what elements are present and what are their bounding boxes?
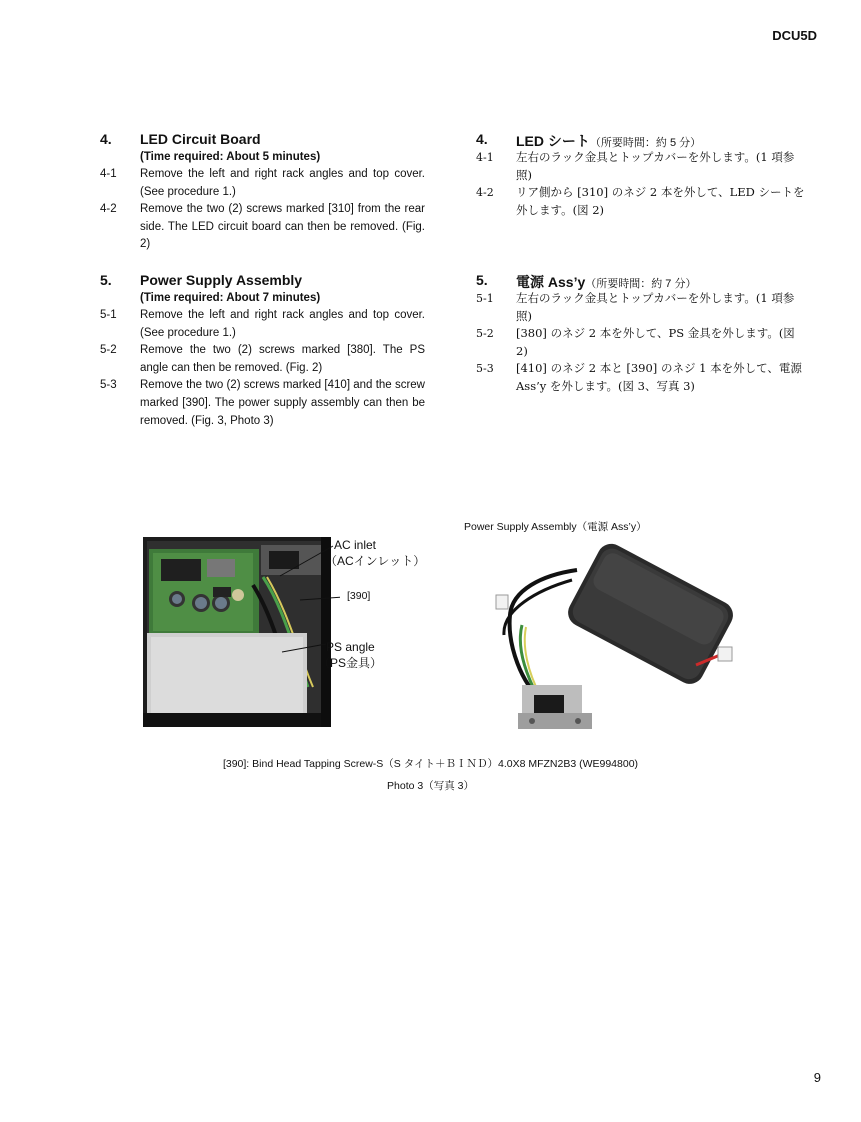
section-number: 4. (476, 131, 488, 147)
step-number: 5-3 (100, 379, 117, 392)
step-number: 5-2 (100, 344, 117, 357)
step-number: 5-1 (476, 292, 494, 305)
section-title (516, 272, 696, 292)
time-note: （所要時間：約 5 分） (589, 137, 702, 149)
callout-ac-inlet: AC inlet (334, 538, 377, 552)
step-number: 4-1 (476, 151, 494, 164)
time-required: (Time required: About 5 minutes) (140, 151, 321, 163)
step-number: 4-2 (100, 203, 117, 216)
photo-power-supply (482, 535, 744, 743)
step-text: Remove the left and right rack angles and top cover. (See procedure 1.) (140, 168, 425, 198)
japanese-column (476, 131, 806, 219)
leader-390 (300, 597, 340, 600)
english-column-2 (100, 272, 425, 430)
section-5-jp (476, 272, 806, 396)
step-item (476, 360, 806, 395)
section-title-text: LED シート (516, 133, 590, 149)
step-text: [410] のネジ 2 本と [390] のネジ 1 本を外して、電源 Ass’y を外します。(図 3、写真 3) (516, 361, 802, 393)
screw-spec-note: [390]: Bind Head Tapping Screw-S（S タイト＋ＢＩＮＤ）4.0X8 MFZN2B3 (WE994800) (222, 758, 639, 770)
section-5-en (100, 272, 425, 430)
step-item (100, 201, 425, 254)
section-number: 4. (100, 131, 112, 147)
step-text: Remove the two (2) screws marked [380]. The PS angle can then be removed. (Fig. 2) (140, 344, 425, 374)
step-number: 5-2 (476, 327, 494, 341)
step-item (100, 377, 425, 430)
model-code: DCU5D (772, 28, 817, 43)
right-photo-caption: Power Supply Assembly（電源 Ass’y） (464, 521, 647, 533)
section-title: Power Supply Assembly (140, 272, 303, 288)
step-item (100, 342, 425, 377)
leader-ps-angle (282, 644, 326, 652)
power-supply-image (482, 535, 744, 743)
callout-ps-angle-jp: （PS金具） (318, 656, 383, 670)
section-4-jp (476, 131, 806, 219)
step-text: 左右のラック金具とトップカバーを外します。(1 項参照) (516, 150, 795, 182)
callout-ac-inlet-jp: （ACインレット） (325, 554, 426, 568)
english-column (100, 131, 425, 254)
step-text: Remove the two (2) screws marked [310] from the rear side. The LED circuit board can then be removed. (Fig. 2) (140, 203, 425, 251)
step-text: 左右のラック金具とトップカバーを外します。(1 項参照) (516, 291, 795, 323)
step-item (100, 166, 425, 201)
page-number: 9 (813, 1070, 821, 1085)
step-number: 4-2 (476, 186, 494, 200)
step-number: 5-3 (476, 362, 494, 376)
step-number: 4-1 (100, 168, 117, 180)
step-number: 5-1 (100, 309, 117, 321)
time-required: (Time required: About 7 minutes) (140, 292, 321, 304)
callout-screw-390: [390] (347, 590, 371, 602)
callout-ps-angle: PS angle (326, 640, 375, 654)
step-item (476, 149, 806, 184)
step-item (476, 290, 806, 325)
section-4-en (100, 131, 425, 254)
step-item (100, 307, 425, 342)
step-text: Remove the two (2) screws marked [410] and the screw marked [390]. The power supply assembly can then be removed. (Fig. 3, Photo 3) (140, 379, 425, 427)
section-title-text: 電源 Ass’y (516, 274, 586, 290)
japanese-column-2 (476, 272, 806, 396)
section-title: LED Circuit Board (140, 131, 261, 147)
section-number: 5. (100, 272, 112, 288)
step-text: Remove the left and right rack angles and top cover. (See procedure 1.) (140, 309, 425, 339)
section-number: 5. (476, 272, 488, 288)
time-note: （所要時間：約 7 分） (585, 278, 697, 290)
step-text: [380] のネジ 2 本を外して、PS 金具を外します。(図 2) (516, 326, 795, 358)
step-text: リア側から [310] のネジ 2 本を外して、LED シートを外します。(図 2) (516, 185, 805, 217)
step-item (476, 184, 806, 219)
photo-label: Photo 3（写真 3） (387, 780, 474, 792)
step-item (476, 325, 806, 360)
section-title (516, 131, 701, 151)
